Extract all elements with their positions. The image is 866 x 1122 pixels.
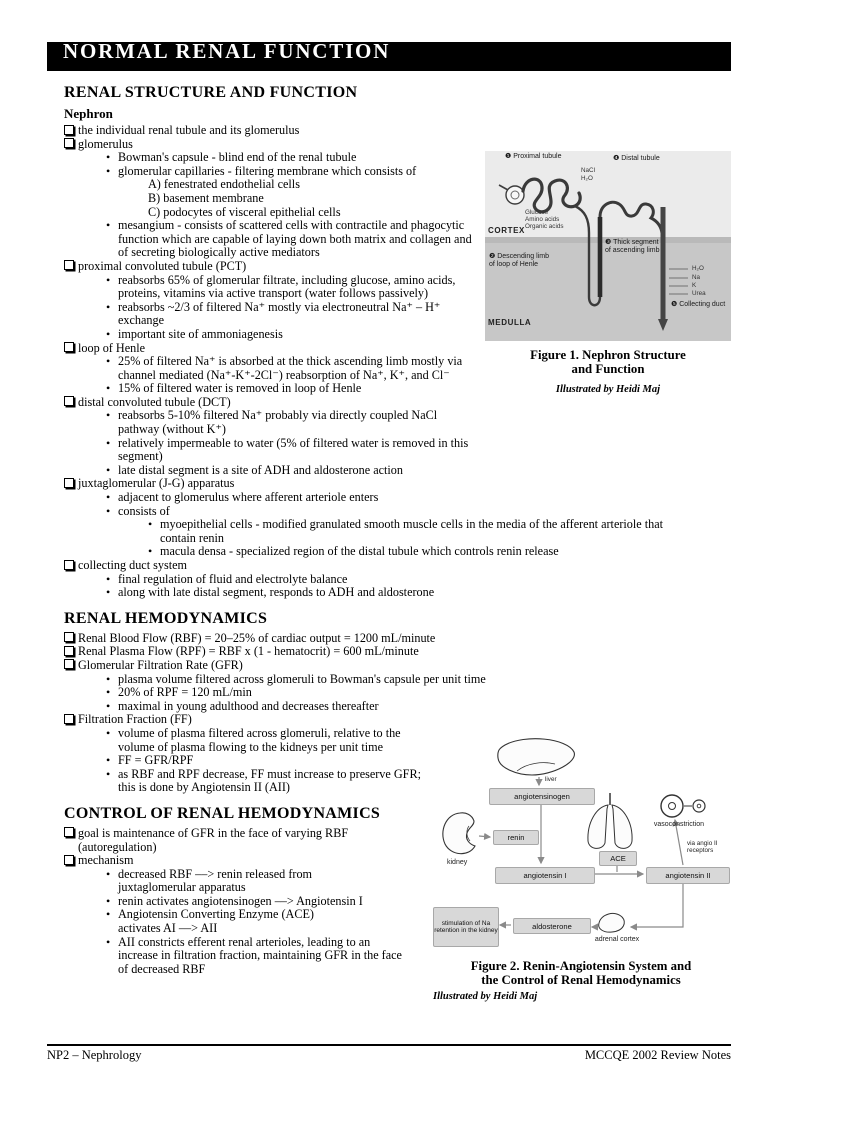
label-via-angio-ii-receptors: via angio II receptors: [687, 840, 718, 855]
list-item-text: glomerular capillaries - filtering membrane which consists of: [118, 163, 417, 178]
list-item: [106, 505, 731, 519]
list-item: [106, 464, 731, 478]
title-bar: [47, 39, 731, 71]
angiotensinogen-box: angiotensinogen: [489, 788, 595, 805]
list-item: [106, 409, 452, 436]
dot-bullet-icon: •: [106, 462, 111, 477]
list-item-text: Angiotensin Converting Enzyme (ACE) activates AI ––> AII: [118, 907, 314, 936]
figure-1-caption: [485, 349, 731, 376]
square-bullet-icon: [64, 260, 74, 270]
label-adrenal-cortex: adrenal cortex: [594, 936, 640, 944]
list-item-text: 25% of filtered Na⁺ is absorbed at the thick ascending limb mostly via channel mediated (Na⁺-K⁺-2Cl⁻) reabsorption of Na⁺, K⁺, and Cl⁻: [118, 354, 463, 382]
square-bullet-icon: [64, 855, 74, 865]
na-retention-box: stimulation of Na retention in the kidney: [433, 907, 499, 947]
list-item: [106, 673, 731, 687]
list-item-text: relatively impermeable to water (5% of filtered water is removed in this segment): [118, 435, 469, 464]
list-item-text: the individual renal tubule and its glomerulus: [78, 123, 300, 137]
label-thick-ascending-limb: ❸ Thick segment of ascending limb: [605, 239, 660, 254]
label-distal-tubule: ❹ Distal tubule: [613, 155, 660, 162]
list-item-text: B) basement membrane: [148, 190, 264, 205]
dot-bullet-icon: •: [106, 893, 111, 908]
list-item: [106, 586, 731, 600]
list-item-text: Renal Plasma Flow (RPF) = RBF x (1 - hematocrit) = 600 mL/minute: [78, 644, 419, 659]
nephron-subheading: Nephron: [64, 106, 113, 121]
list-item-text: 20% of RPF = 120 mL/min: [118, 685, 252, 700]
list-item-text: myoepithelial cells - modified granulated smooth muscle cells in the media of the afferent arteriole that contain renin: [160, 517, 664, 545]
list-item-text: loop of Henle: [78, 340, 146, 355]
list-item: [64, 477, 731, 491]
raas-diagram: [431, 731, 731, 956]
figure-2-caption-line2: the Control of Renal Hemodynamics: [481, 972, 681, 987]
label-proximal-tubule: ❶ Proximal tubule: [505, 153, 562, 160]
list-item-text: mesangium - consists of scattered cells with contractile and phagocytic function which are capable of laying down both matrix and collagen and of secreting biologically active mediators: [118, 218, 472, 260]
list-item-text: reabsorbs 65% of glomerular filtrate, including glucose, amino acids, proteins, vitamins via active transport (water follows passively): [118, 272, 456, 301]
list-item-text: along with late distal segment, responds to ADH and aldosterone: [118, 585, 435, 600]
dot-bullet-icon: •: [106, 490, 111, 505]
content-column: [64, 84, 731, 1004]
list-item: [106, 868, 348, 895]
aldosterone-box: aldosterone: [513, 918, 591, 934]
dot-bullet-icon: •: [106, 163, 111, 178]
list-item-text: 15% of filtered water is removed in loop of Henle: [118, 381, 362, 396]
label-h2o-a: H₂O: [581, 175, 593, 182]
list-item: [64, 659, 731, 673]
list-item-text: Renal Blood Flow (RBF) = 20–25% of cardiac output = 1200 mL/minute: [78, 630, 436, 645]
list-item-text: Filtration Fraction (FF): [78, 712, 192, 727]
list-item-text: A) fenestrated endothelial cells: [148, 177, 300, 192]
list-item-text: proximal convoluted tubule (PCT): [78, 258, 247, 273]
list-item: [148, 518, 688, 545]
list-item-text: FF = GFR/RPF: [118, 753, 194, 768]
list-item: [106, 686, 731, 700]
renin-box: renin: [493, 830, 539, 845]
list-item-text: adjacent to glomerulus where afferent arteriole enters: [118, 490, 379, 505]
list-item-text: glomerulus: [78, 136, 133, 151]
footer-right-text: MCCQE 2002 Review Notes: [584, 1048, 731, 1062]
dot-bullet-icon: •: [148, 544, 153, 559]
square-bullet-icon: [64, 827, 74, 837]
dot-bullet-icon: •: [106, 766, 111, 781]
label-liver: liver: [545, 776, 557, 784]
page-title: NORMAL RENAL FUNCTION: [63, 39, 391, 63]
list-item: [64, 632, 731, 646]
dot-bullet-icon: •: [106, 725, 111, 740]
list-item: [148, 545, 731, 559]
dot-bullet-icon: •: [106, 866, 111, 881]
square-bullet-icon: [64, 138, 74, 148]
list-item-text: important site of ammoniagenesis: [118, 326, 283, 341]
list-item: [64, 138, 731, 152]
ace-box: ACE: [599, 851, 637, 866]
list-item-text: volume of plasma filtered across glomeruli, relative to the volume of plasma flowing to the kidneys per unit time: [118, 725, 401, 754]
angiotensin-ii-box: angiotensin II: [646, 867, 730, 884]
dot-bullet-icon: •: [106, 753, 111, 768]
list-item-text: mechanism: [78, 853, 134, 868]
dot-bullet-icon: •: [106, 381, 111, 396]
dot-bullet-icon: •: [106, 408, 111, 423]
figure-2: [431, 731, 731, 1004]
angiotensin-i-box: angiotensin I: [495, 867, 595, 884]
label-na: Na: [692, 274, 701, 281]
label-cortex: CORTEX: [488, 226, 525, 235]
square-bullet-icon: [64, 478, 74, 488]
list-item-text: C) podocytes of visceral epithelial cells: [148, 204, 341, 219]
label-k: K: [692, 282, 697, 289]
dot-bullet-icon: •: [106, 698, 111, 713]
list-item: [106, 491, 731, 505]
list-item-text: reabsorbs ~2/3 of filtered Na⁺ mostly via electroneutral Na⁺ – H⁺ exchange: [118, 299, 441, 328]
list-item-text: as RBF and RPF decrease, FF must increase to preserve GFR; this is done by Angiotensin II (AII): [118, 766, 421, 795]
dot-bullet-icon: •: [106, 272, 111, 287]
figure-1-credit: Illustrated by Heidi Maj: [555, 384, 661, 395]
list-item: [106, 700, 731, 714]
list-item-text: goal is maintenance of GFR in the face of varying RBF (autoregulation): [78, 825, 349, 854]
list-item: [64, 713, 731, 727]
list-item-text: decreased RBF ––> renin released from juxtaglomerular apparatus: [118, 866, 313, 895]
dot-bullet-icon: •: [106, 585, 111, 600]
figure-2-caption: [431, 960, 731, 987]
page-footer: [47, 1044, 731, 1063]
label-glucose: Glucose: [525, 209, 549, 216]
square-bullet-icon: [64, 632, 74, 642]
square-bullet-icon: [64, 659, 74, 669]
list-item-text: macula densa - specialized region of the distal tubule which controls renin release: [160, 544, 559, 559]
label-h2o-b: H₂O: [692, 265, 704, 272]
list-item-text: reabsorbs 5-10% filtered Na⁺ probably via directly coupled NaCl pathway (without K⁺): [118, 408, 438, 437]
list-item-text: late distal segment is a site of ADH and aldosterone action: [118, 462, 403, 477]
footer-left-text: NP2 – Nephrology: [47, 1048, 142, 1062]
dot-bullet-icon: •: [106, 435, 111, 450]
list-item: [106, 908, 328, 935]
list-item-text: Glomerular Filtration Rate (GFR): [78, 657, 243, 672]
dot-bullet-icon: •: [106, 907, 111, 922]
list-item: [64, 396, 731, 410]
section-heading-renal-hemodynamics: RENAL HEMODYNAMICS: [64, 609, 268, 627]
list-item-text: Bowman's capsule - blind end of the renal tubule: [118, 150, 357, 165]
label-vasoconstriction: vasoconstriction: [653, 821, 705, 829]
label-kidney: kidney: [447, 859, 468, 867]
label-medulla: MEDULLA: [488, 318, 532, 327]
dot-bullet-icon: •: [106, 571, 111, 586]
section-renal-structure: [64, 84, 731, 600]
label-descending-limb: ❷ Descending limb of loop of Henle: [489, 253, 549, 268]
list-item: [64, 645, 731, 659]
label-nacl: NaCl: [581, 167, 595, 174]
list-item-text: juxtaglomerular (J-G) apparatus: [78, 476, 235, 491]
figure-1-caption-line1: Figure 1. Nephron Structure: [530, 348, 686, 362]
dot-bullet-icon: •: [106, 503, 111, 518]
list-item-text: maximal in young adulthood and decreases thereafter: [118, 698, 379, 713]
label-collecting-duct: ❺ Collecting duct: [671, 301, 726, 308]
list-item: [64, 559, 731, 573]
list-item-text: plasma volume filtered across glomeruli to Bowman's capsule per unit time: [118, 671, 486, 686]
list-item: [106, 936, 403, 977]
list-item: [106, 573, 731, 587]
dot-bullet-icon: •: [106, 354, 111, 369]
dot-bullet-icon: •: [106, 218, 111, 233]
square-bullet-icon: [64, 342, 74, 352]
list-item: [64, 124, 731, 138]
list-item-text: consists of: [118, 503, 170, 518]
label-organic-acids: Organic acids: [525, 223, 564, 230]
renal-hemodynamics-list-top: [64, 632, 731, 714]
square-bullet-icon: [64, 560, 74, 570]
figure-1-caption-line2: and Function: [571, 361, 645, 376]
list-item-text: final regulation of fluid and electrolyte balance: [118, 571, 348, 586]
section-heading-control-hemodynamics: CONTROL OF RENAL HEMODYNAMICS: [64, 804, 381, 822]
square-bullet-icon: [64, 396, 74, 406]
label-amino-acids: Amino acids: [525, 216, 560, 223]
list-item-text: distal convoluted tubule (DCT): [78, 394, 231, 409]
list-item-text: AII constricts efferent renal arterioles, leading to an increase in filtration fraction, maintaining GFR in the face of decreased RBF: [118, 934, 402, 976]
dot-bullet-icon: •: [106, 934, 111, 949]
dot-bullet-icon: •: [148, 517, 153, 532]
list-item-text: collecting duct system: [78, 558, 187, 572]
list-item: [106, 437, 731, 464]
dot-bullet-icon: •: [106, 299, 111, 314]
square-bullet-icon: [64, 646, 74, 656]
square-bullet-icon: [64, 125, 74, 135]
square-bullet-icon: [64, 714, 74, 724]
list-item-text: renin activates angiotensinogen ––> Angiotensin I: [118, 893, 363, 908]
dot-bullet-icon: •: [106, 326, 111, 341]
figure-1: [485, 151, 731, 397]
dot-bullet-icon: •: [106, 685, 111, 700]
dot-bullet-icon: •: [106, 671, 111, 686]
section-heading-renal-structure: RENAL STRUCTURE AND FUNCTION: [64, 84, 358, 101]
label-urea: Urea: [692, 290, 706, 297]
figure-2-caption-line1: Figure 2. Renin-Angiotensin System and: [470, 959, 692, 974]
nephron-diagram: [485, 151, 731, 341]
dot-bullet-icon: •: [106, 150, 111, 165]
figure-2-credit: Illustrated by Heidi Maj: [433, 991, 538, 1003]
